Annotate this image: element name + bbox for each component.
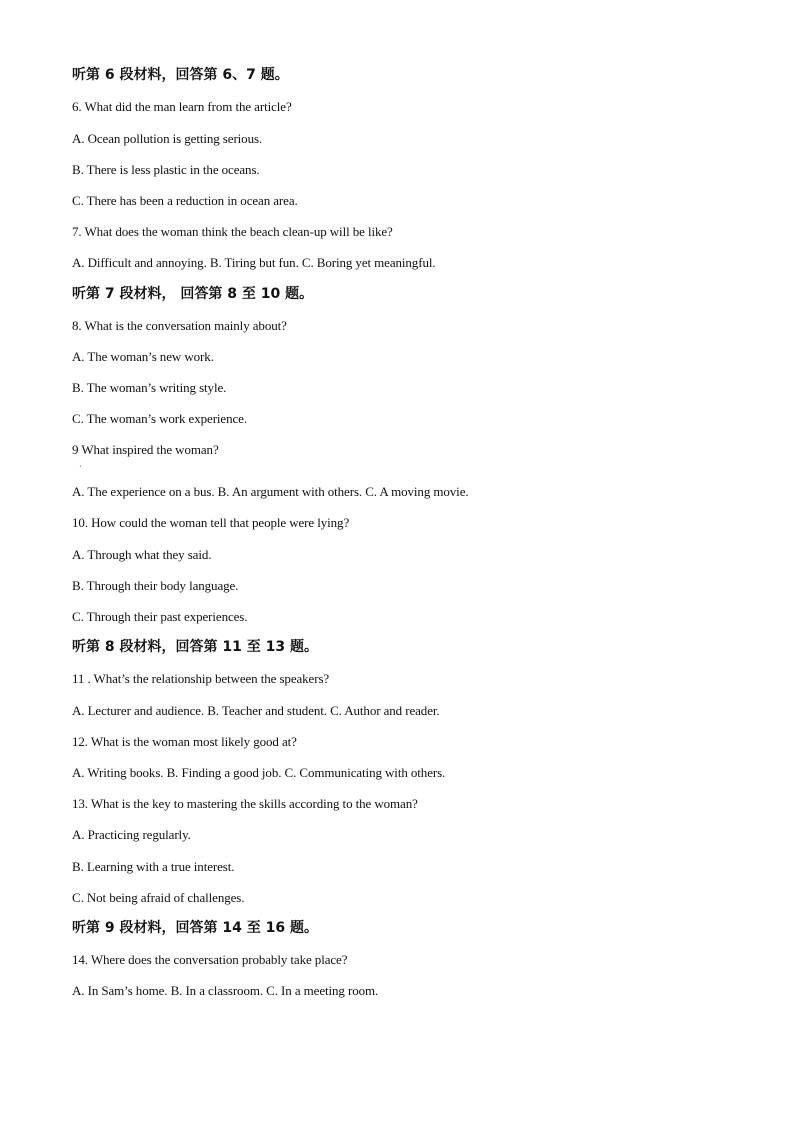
question-text: 9 What inspired the woman? <box>72 442 219 457</box>
answer-option: B. Through their body language. <box>72 578 239 593</box>
answer-options: A. Writing books. B. Finding a good job. C. Communicating with others. <box>72 765 446 780</box>
question-text: 12. What is the woman most likely good at? <box>72 734 297 749</box>
answer-option: C. Not being afraid of challenges. <box>72 890 245 905</box>
answer-option: C. There has been a reduction in ocean area. <box>72 193 298 208</box>
section-heading: 听第 7 段材料， 回答第 8 至 10 题。 <box>72 286 314 302</box>
answer-options: A. In Sam’s home. B. In a classroom. C. In a meeting room. <box>72 983 379 998</box>
answer-option: A. The woman’s new work. <box>72 349 214 364</box>
answer-option: A. Through what they said. <box>72 547 212 562</box>
answer-options: A. The experience on a bus. B. An argument with others. C. A moving movie. <box>72 484 469 499</box>
question-text: 7. What does the woman think the beach clean-up will be like? <box>72 224 393 239</box>
question-text: 8. What is the conversation mainly about? <box>72 318 287 333</box>
answer-option: A. Ocean pollution is getting serious. <box>72 131 263 146</box>
answer-option: B. The woman’s writing style. <box>72 380 227 395</box>
question-text: 11 . What’s the relationship between the speakers? <box>72 671 330 686</box>
question-text: 13. What is the key to mastering the skills according to the woman? <box>72 796 418 811</box>
section-heading: 听第 8 段材料，回答第 11 至 13 题。 <box>72 639 318 655</box>
section-heading: 听第 6 段材料，回答第 6、7 题。 <box>72 67 289 83</box>
answer-options: A. Difficult and annoying. B. Tiring but fun. C. Boring yet meaningful. <box>72 255 436 270</box>
answer-option: C. The woman’s work experience. <box>72 411 247 426</box>
answer-option: B. There is less plastic in the oceans. <box>72 162 260 177</box>
answer-option: A. Practicing regularly. <box>72 827 191 842</box>
section-heading: 听第 9 段材料，回答第 14 至 16 题。 <box>72 920 318 936</box>
answer-option: C. Through their past experiences. <box>72 609 248 624</box>
stray-mark: · <box>79 462 82 471</box>
answer-options: A. Lecturer and audience. B. Teacher and student. C. Author and reader. <box>72 703 440 718</box>
answer-option: B. Learning with a true interest. <box>72 859 235 874</box>
question-text: 14. Where does the conversation probably take place? <box>72 952 348 967</box>
question-text: 6. What did the man learn from the article? <box>72 99 292 114</box>
question-text: 10. How could the woman tell that people were lying? <box>72 515 350 530</box>
